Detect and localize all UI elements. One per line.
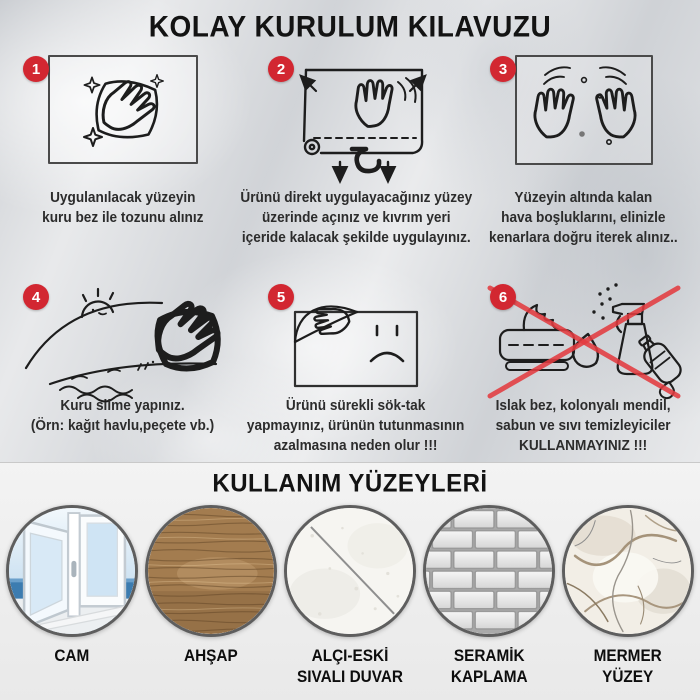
surface-cam xyxy=(3,505,142,688)
page-title: KOLAY KURULUM KILAVUZU xyxy=(148,10,552,44)
wood-swatch xyxy=(145,505,277,637)
step-5 xyxy=(245,260,467,462)
push-air-bubbles-icon xyxy=(514,54,654,188)
surface-seramik-label: SERAMİK KAPLAMA xyxy=(450,647,528,686)
plaster-wall-swatch xyxy=(284,505,416,637)
surface-cam-label: CAM xyxy=(54,647,90,665)
glass-window-swatch xyxy=(6,505,138,637)
step-6-number-badge: 6 xyxy=(490,284,516,310)
step-5-number-badge: 5 xyxy=(268,284,294,310)
unfold-apply-icon xyxy=(276,54,436,188)
marble-swatch xyxy=(562,505,694,637)
dust-wipe-icon xyxy=(47,54,199,188)
ceramic-tile-swatch xyxy=(423,505,555,637)
step-3-caption: Yüzeyin altında kalan hava boşluklarını, elinizle kenarlara doğru iterek alınız.. xyxy=(489,190,678,246)
step-2-caption: Ürünü direkt uygulayacağınız yüzey üzerinde açınız ve kıvrım yeri içeride kalacak şekilde uygulayınız. xyxy=(240,190,472,246)
dry-wipe-icon xyxy=(20,278,226,396)
surface-mermer xyxy=(559,505,698,688)
step-5-caption: Ürünü sürekli sök-tak yapmayınız, ürünün tutunmasının azalmasına neden olur !!! xyxy=(247,398,465,454)
step-6-caption: Islak bez, kolonyalı mendil, sabun ve sıvı temizleyiciler KULLANMAYINIZ !!! xyxy=(495,398,672,454)
surfaces-title: KULLANIM YÜZEYLERİ xyxy=(212,469,488,498)
surface-mermer-label: MERMER YÜZEY xyxy=(593,647,663,686)
step-1 xyxy=(0,48,245,260)
step-3 xyxy=(467,48,700,260)
step-2 xyxy=(240,48,472,260)
usage-surfaces-section xyxy=(0,462,700,700)
steps-grid xyxy=(0,48,700,462)
step-1-caption: Uygulanılacak yüzeyin kuru bez ile tozunu alınız xyxy=(41,190,204,226)
surface-seramik xyxy=(420,505,559,688)
step-2-number-badge: 2 xyxy=(268,56,294,82)
surface-ahsap xyxy=(142,505,281,688)
step-1-number-badge: 1 xyxy=(23,56,49,82)
surface-ahsap-label: AHŞAP xyxy=(184,647,238,665)
step-4 xyxy=(0,260,245,462)
step-3-number-badge: 3 xyxy=(490,56,516,82)
step-4-caption: Kuru silme yapınız. (Örn: kağıt havlu,peçete vb.) xyxy=(30,398,215,434)
surface-alci xyxy=(281,505,420,688)
surface-swatches-row xyxy=(0,505,700,688)
step-4-number-badge: 4 xyxy=(23,284,49,310)
do-not-repeel-icon xyxy=(281,278,431,396)
surface-alci-label: ALÇI-ESKİ SIVALI DUVAR xyxy=(296,647,403,686)
step-6 xyxy=(467,260,700,462)
